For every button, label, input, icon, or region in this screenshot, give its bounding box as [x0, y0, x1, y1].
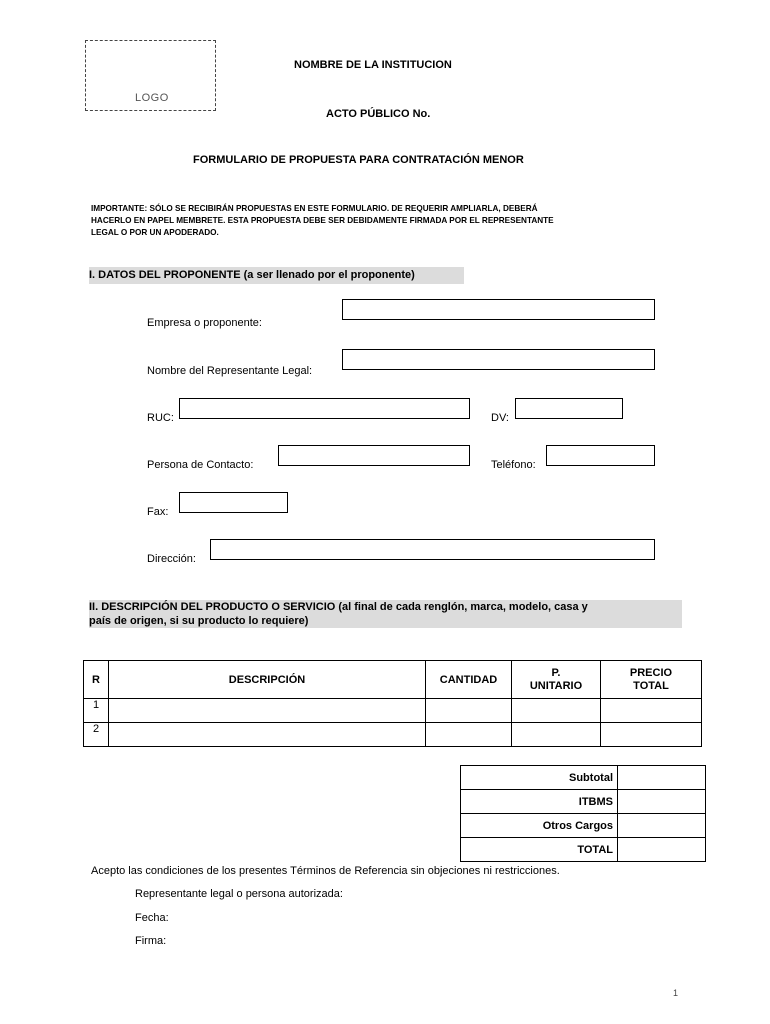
acepto-text: Acepto las condiciones de los presentes Términos de Referencia sin objeciones ni restricciones. — [91, 865, 560, 877]
header-precio-total — [601, 661, 702, 699]
representante-firma-label: Representante legal o persona autorizada: — [135, 888, 343, 900]
itbms-row — [461, 790, 706, 814]
representante-field[interactable] — [342, 349, 655, 370]
empresa-field[interactable] — [342, 299, 655, 320]
logo-label: LOGO — [135, 92, 169, 104]
header-precio-total-line-2: TOTAL — [633, 679, 669, 692]
header-descripcion: DESCRIPCIÓN — [109, 661, 426, 699]
subtotal-value-cell[interactable] — [618, 766, 706, 790]
header-precio-total-line-1: PRECIO — [629, 666, 673, 679]
subtotal-row — [461, 766, 706, 790]
section-2-title-line-1: II. DESCRIPCIÓN DEL PRODUCTO O SERVICIO (al final de cada renglón, marca, modelo, casa y — [89, 601, 588, 613]
notice — [91, 203, 554, 239]
precio-total-cell[interactable] — [601, 723, 702, 747]
direccion-field[interactable] — [210, 539, 655, 560]
itbms-value-cell[interactable] — [618, 790, 706, 814]
page-number: 1 — [673, 988, 679, 998]
form-title: FORMULARIO DE PROPUESTA PARA CONTRATACIÓN MENOR — [193, 154, 524, 166]
otros-cargos-row — [461, 814, 706, 838]
header-p-unitario-line-1: P. — [551, 666, 561, 679]
fecha-label: Fecha: — [135, 912, 169, 924]
cantidad-cell[interactable] — [426, 699, 512, 723]
header-p-unitario — [512, 661, 601, 699]
notice-line-3: LEGAL O POR UN APODERADO. — [91, 228, 219, 237]
descripcion-cell[interactable] — [109, 699, 426, 723]
p-unitario-cell[interactable] — [512, 723, 601, 747]
section-1-title: I. DATOS DEL PROPONENTE (a ser llenado por el proponente) — [89, 267, 464, 284]
otros-cargos-label: Otros Cargos — [461, 814, 618, 838]
direccion-label: Dirección: — [147, 553, 196, 565]
fax-field[interactable] — [179, 492, 288, 513]
notice-line-1: IMPORTANTE: SÓLO SE RECIBIRÁN PROPUESTAS EN ESTE FORMULARIO. DE REQUERIR AMPLIARLA, DEBERÁ — [91, 204, 538, 213]
empresa-label: Empresa o proponente: — [147, 317, 262, 329]
totals-table — [460, 765, 706, 862]
header-r: R — [84, 661, 109, 699]
telefono-field[interactable] — [546, 445, 655, 466]
contacto-field[interactable] — [278, 445, 470, 466]
items-table — [83, 660, 702, 747]
itbms-label: ITBMS — [461, 790, 618, 814]
precio-total-cell[interactable] — [601, 699, 702, 723]
total-row — [461, 838, 706, 862]
ruc-field[interactable] — [179, 398, 470, 419]
telefono-label: Teléfono: — [491, 459, 536, 471]
representante-label: Nombre del Representante Legal: — [147, 365, 313, 377]
row-number: 2 — [84, 723, 109, 747]
otros-cargos-value-cell[interactable] — [618, 814, 706, 838]
total-value-cell[interactable] — [618, 838, 706, 862]
firma-label: Firma: — [135, 935, 167, 947]
contacto-label: Persona de Contacto: — [147, 459, 254, 471]
section-2-title-line-2: país de origen, si su producto lo requiere) — [89, 615, 309, 627]
row-number: 1 — [84, 699, 109, 723]
fax-label: Fax: — [147, 506, 169, 518]
table-row — [84, 723, 702, 747]
acto-publico: ACTO PÚBLICO No. — [326, 108, 431, 120]
subtotal-label: Subtotal — [461, 766, 618, 790]
total-label: TOTAL — [461, 838, 618, 862]
p-unitario-cell[interactable] — [512, 699, 601, 723]
ruc-label: RUC: — [147, 412, 174, 424]
notice-line-2: HACERLO EN PAPEL MEMBRETE. ESTA PROPUESTA DEBE SER DEBIDAMENTE FIRMADA POR EL REPRESENTANTE — [91, 216, 554, 225]
items-table-header — [84, 661, 702, 699]
section-2-title — [89, 600, 682, 628]
table-row — [84, 699, 702, 723]
cantidad-cell[interactable] — [426, 723, 512, 747]
dv-label: DV: — [491, 412, 509, 424]
descripcion-cell[interactable] — [109, 723, 426, 747]
header-p-unitario-line-2: UNITARIO — [529, 679, 583, 692]
header-cantidad: CANTIDAD — [426, 661, 512, 699]
dv-field[interactable] — [515, 398, 623, 419]
institution-name: NOMBRE DE LA INSTITUCION — [294, 59, 452, 71]
